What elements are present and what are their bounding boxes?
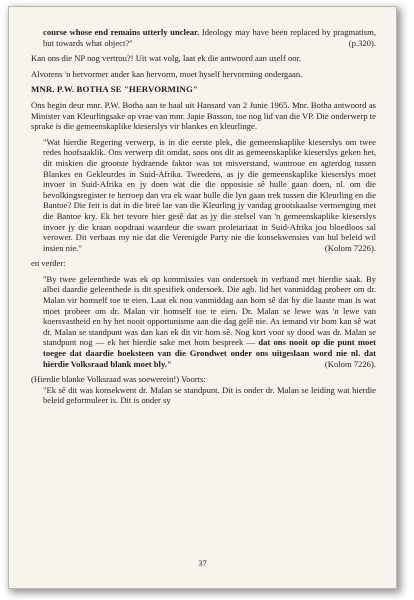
intro-quote-bold: course whose end remains utterly unclear. [43, 27, 200, 37]
quote-botha-2-ref: (Kolom 7226). [324, 358, 376, 369]
paragraph-en-verder: en verder: [31, 258, 66, 269]
quote-botha-2 [31, 274, 376, 369]
quote-botha-1 [31, 137, 376, 254]
paragraph-hansard: Ons begin deur mnr. P.W. Botha aan te haal uit Hansard van 2 Junie 1965. Mnr. Botha antwoord as Minister van Kleurlingsake op vrae van mnr. Japie Basson, toe nog lid van die VP. Die onderwerp te sprake is die gemeenskaplike kieserslys vir blankes en kleurlinge. [31, 99, 376, 132]
quote-botha-3: "Ek sê dit was konsekwent dr. Malan se standpunt. Dit is onder dr. Malan se leiding wat hierdie beleid geformuleer is. Dit is onder sy [43, 384, 376, 406]
paragraph-reformer: Alvorens 'n hervormer ander kan hervorm, moet hyself hervorming ondergaan. [31, 68, 303, 79]
quote-botha-2-bold: dat ons nooit op die punt moet toegee dat daardie hoeksteen van die Grondwet onder ons uitgeslaan word nie nl. dat hierdie Volksraad blank moet bly." [43, 337, 376, 369]
intro-quote [31, 27, 376, 48]
book-page [8, 6, 397, 589]
intro-quote-ref: (p.320). [348, 37, 376, 48]
quote-botha-2-text: "By twee geleenthede was ek op kommissies van ondersoek in verband met hierdie saak. By albei daardie geleenthede is dit spesifiek ondersoek. Die agb. lid het vanmiddag probeer om dr. Malan vir homself toe te eien. Laat ek nou vanmiddag aan hom sê dat hy die laaste man is wat moet probeer om dr. Malan vir homself toe te eien. Dr. Malan se lewe was 'n lewe van koersvastheid en hy het nooit opportunisme aan die dag gelê nie. As iemand vir hom kan sê wat dr. Malan se standpunt was dan kan ek dit vir hom sê. Nog kort voor sy dood was dr. Malan se standpunt nog — ek het hierdie sake met hom bespreek — [43, 273, 376, 348]
quote-botha-1-ref: (Kolom 7226). [324, 242, 376, 253]
paragraph-trust: Kan ons die NP nog vertrou?! Uit wat volg, laat ek die antwoord aan uself oor. [31, 53, 302, 64]
page-content [31, 27, 376, 406]
quote-botha-1-text: "Wat hierdie Regering verwerp, is in die eerste plek, die gemeenskaplike kieserslys om twee redes hoofsaaklik. Ons verwerp dit omdat, soos ons dit as gemeenskaplike kieserslys geken het, dit miskien die grootste bydraende faktor was tot misverstand, wantroue en agterdog tussen Blankes en Gekleurdes in Suid-Afrika. Tweedens, as jy die gemeenskaplike kieserslys moet invoer in Suid-Afrika en jy doen wat die die opposisie sê hulle gaan doen, nl. om die bevolkingsregister te herroep dan vra ek waar hulle die lyn gaan trek tussen die Kleurling en die Bantoe? Die feit is dat in die breë lae van die Kleurling jy vandag grootskaalse vermenging met die Bantoe kry. Ek het tevore hier gesê dat as jy die stelsel van 'n gemeenskaplike kieserslys invoer jy die kraan oopdraai waardeur die swart proletariaat in Suid-Afrika jou bloedloos sal verower. Dit verbaas my nie dat die Verenigde Party nie die konsekwensies van hul beleid wil insien nie." [43, 136, 376, 253]
section-heading: MNR. P.W. BOTHA SE "HERVORMING" [31, 84, 198, 95]
paragraph-voorts: (Hierdie blanke Volksraad was soewerein!) Voorts: [31, 374, 206, 385]
intro-quote-text: Ideology may have been replaced by pragmatism, but towards what object?" [43, 27, 376, 48]
page-number: 37 [198, 558, 207, 568]
